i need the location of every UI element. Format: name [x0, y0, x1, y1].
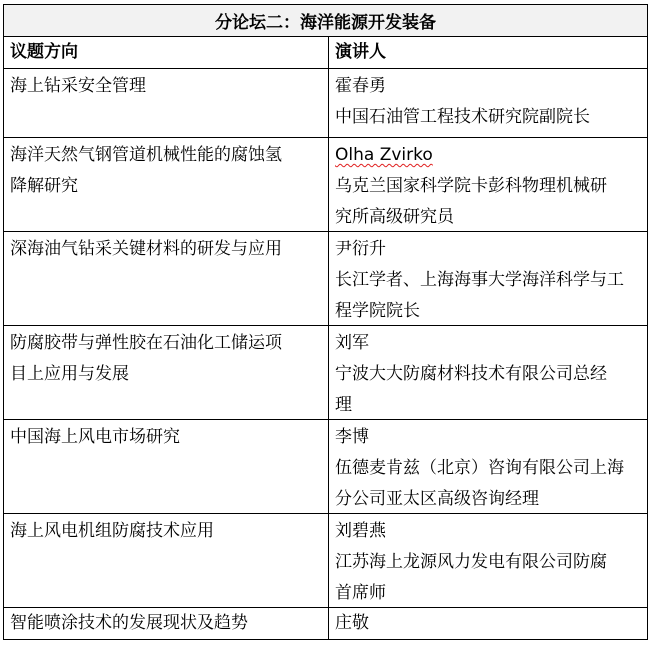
topic-text: 智能喷涂技术的发展现状及趋势: [10, 613, 248, 633]
table-row: [4, 608, 647, 639]
topic-text: 海上钻采安全管理: [10, 76, 146, 96]
topic-cell: [4, 69, 329, 137]
topic-text: 中国海上风电市场研究: [10, 427, 180, 447]
table-header-row: [4, 37, 647, 69]
speaker-title: 伍德麦肯兹（北京）咨询有限公司上海: [335, 458, 624, 478]
speaker-title: 乌克兰国家科学院卡彭科物理机械研: [335, 176, 607, 196]
topic-cell: [4, 608, 329, 639]
topic-text: 深海油气钻采关键材料的研发与应用: [10, 239, 282, 259]
speaker-title: 究所高级研究员: [335, 207, 454, 227]
speaker-title: 长江学者、上海海事大学海洋科学与工: [335, 270, 624, 290]
topic-text: 降解研究: [10, 176, 78, 196]
speaker-name: 刘碧燕: [335, 521, 386, 541]
speaker-title: 中国石油管工程技术研究院副院长: [335, 107, 590, 127]
speaker-cell: [329, 514, 647, 607]
speaker-title: 程学院院长: [335, 301, 420, 321]
speaker-title: 分公司亚太区高级咨询经理: [335, 489, 539, 509]
speaker-title: 宁波大大防腐材料技术有限公司总经: [335, 364, 607, 384]
header-speaker: 演讲人: [335, 42, 386, 62]
table-title-row: [4, 5, 647, 37]
table-row: [4, 420, 647, 514]
header-topic: 议题方向: [4, 37, 329, 68]
topic-cell: [4, 232, 329, 325]
topic-text: 海上风电机组防腐技术应用: [10, 521, 214, 541]
speaker-title: 理: [335, 395, 352, 415]
table-row: [4, 514, 647, 608]
topic-cell: [4, 420, 329, 513]
speaker-title: 首席师: [335, 583, 386, 603]
table-row: [4, 232, 647, 326]
table-row: [4, 326, 647, 420]
speaker-name: Olha Zvirko: [335, 145, 433, 165]
speaker-title: 江苏海上龙源风力发电有限公司防腐: [335, 552, 607, 572]
speaker-name: 霍春勇: [335, 76, 386, 96]
speaker-name: 尹衍升: [335, 239, 386, 259]
speaker-cell: [329, 138, 647, 231]
speaker-name: 刘军: [335, 333, 369, 353]
table-title: 分论坛二：海洋能源开发装备: [215, 13, 436, 33]
topic-cell: [4, 514, 329, 607]
topic-text: 防腐胶带与弹性胶在石油化工储运项: [10, 333, 282, 353]
speaker-name: 李博: [335, 427, 369, 447]
topic-text: 目上应用与发展: [10, 364, 129, 384]
speaker-cell: [329, 608, 647, 639]
speaker-cell: [329, 420, 647, 513]
topic-cell: [4, 138, 329, 231]
speaker-name: 庄敬: [335, 613, 369, 633]
topic-text: 海洋天然气钢管道机械性能的腐蚀氢: [10, 145, 282, 165]
table-row: [4, 69, 647, 138]
speaker-cell: [329, 326, 647, 419]
table-row: [4, 138, 647, 232]
forum-table: [3, 4, 648, 640]
speaker-cell: [329, 232, 647, 325]
speaker-cell: [329, 69, 647, 137]
topic-cell: [4, 326, 329, 419]
